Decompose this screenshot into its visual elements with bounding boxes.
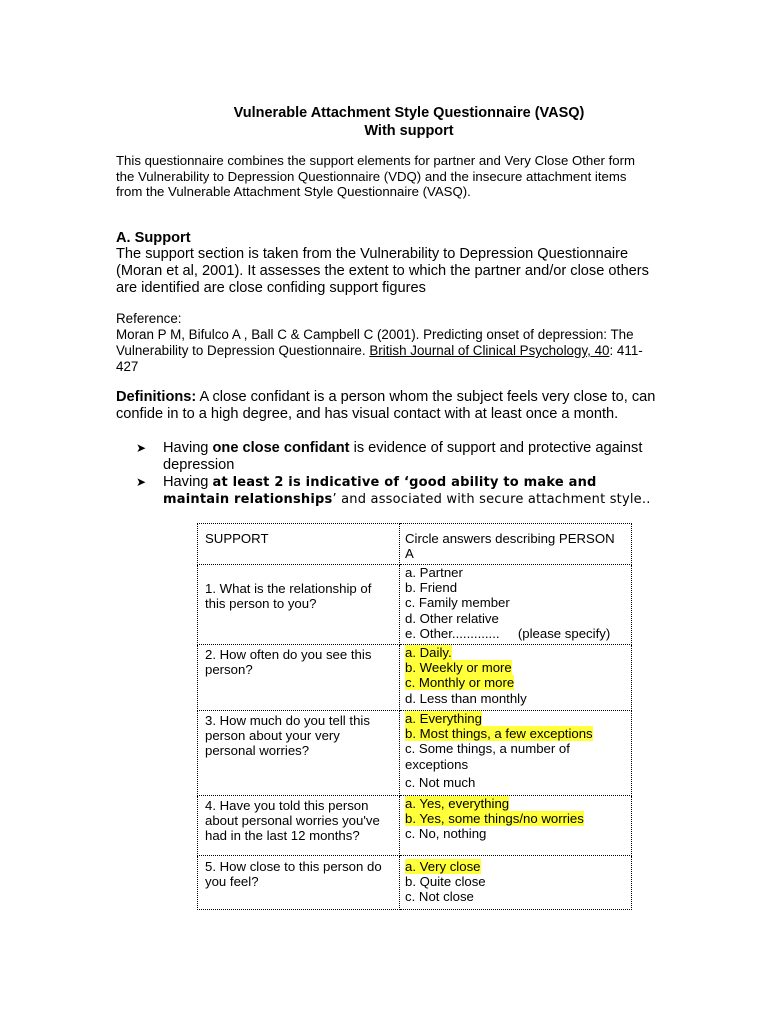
section-a-heading: A. Support [116,230,191,246]
answer-option[interactable]: d. Other relative [405,610,499,626]
citation-pages: : 411-427 [116,343,643,374]
bullet-text [163,440,663,474]
citation-journal: British Journal of Clinical Psychology, 40 [369,343,610,358]
answers-cell [400,645,632,711]
answer-option[interactable] [405,811,624,826]
answer-option[interactable]: c. Not close [405,889,474,905]
document-title: Vulnerable Attachment Style Questionnaire (VASQ) [233,105,585,121]
question-cell: 1. What is the relationship of this person to you? [198,565,400,645]
answer-option[interactable]: b. Friend [405,580,458,596]
answer-option[interactable] [405,726,624,741]
answer-option[interactable]: c. No, nothing [405,826,487,842]
table-row [198,856,632,910]
answer-option[interactable] [405,859,624,874]
bullet-text [163,474,663,508]
definitions-label: Definitions: [116,389,197,405]
highlighted-answer: b. Weekly or more [405,660,512,676]
bullet-text-bold: at least 2 is indicative of ‘good ability to make and maintain relationships [163,475,597,507]
table-header-row [198,524,632,565]
section-a-body: The support section is taken from the Vulnerability to Depression Questionnaire (Moran et al, 2001). It assesses the extent to which the partner and/or close others are identified are close confiding support figures [116,246,649,296]
answer-option[interactable]: d. Less than monthly [405,690,527,706]
highlighted-answer: c. Monthly or more [405,675,515,691]
answer-option[interactable]: e. Other............. (please specify) [405,625,611,641]
highlighted-answer: b. Yes, some things/no worries [405,811,584,827]
answers-cell [400,711,632,796]
bullet-text-pre: Having [163,474,213,490]
intro-paragraph: This questionnaire combines the support elements for partner and Very Close Other form the Vulnerability to Depression Questionnaire (VDQ) and the insecure attachment items from the Vulnerable Attachment Style Questionnaire (VASQ). [116,153,635,199]
answers-cell [400,565,632,645]
arrow-bullet-icon: ➤ [136,441,147,455]
answer-option[interactable]: c. Family member [405,595,510,611]
answer-option[interactable]: a. Partner [405,565,463,580]
answer-option[interactable] [405,660,624,675]
definitions-text: A close confidant is a person whom the subject feels very close to, can confide in to a high degree, and has visual contact with at least once a month. [116,389,656,422]
header-support: SUPPORT [198,524,400,565]
highlighted-answer: a. Yes, everything [405,796,510,811]
answer-option[interactable] [405,645,624,660]
answers-cell [400,796,632,856]
table-row [198,711,632,796]
reference-citation [116,327,656,375]
answers-cell [400,856,632,910]
bullet-text-post: is evidence of support and protective against depression [163,440,643,473]
answer-option[interactable]: c. Some things, a number of exceptions [405,741,570,772]
table-row [198,565,632,645]
answer-option[interactable] [405,675,624,690]
question-cell: 3. How much do you tell this person about your very personal worries? [198,711,400,796]
header-instructions: Circle answers describing PERSON A [400,524,632,565]
question-cell: 5. How close to this person do you feel? [198,856,400,910]
answer-option[interactable]: b. Quite close [405,874,486,890]
reference-block [116,311,656,375]
answer-option[interactable]: c. Not much [405,774,476,790]
table-row [198,796,632,856]
citation-text: Moran P M, Bifulco A , Ball C & Campbell C (2001). Predicting onset of depression: The Vulnerability to Depression Questionnaire. [116,327,634,358]
definitions-paragraph [116,389,656,423]
answer-option[interactable] [405,711,624,726]
question-cell: 2. How often do you see this person? [198,645,400,711]
highlighted-answer: a. Very close [405,859,481,874]
bullet-text-bold: one close confidant [212,440,350,456]
support-table [197,523,632,910]
arrow-bullet-icon: ➤ [136,475,147,489]
document-subtitle: With support [364,123,454,139]
highlighted-answer: a. Everything [405,711,482,726]
table-row [198,645,632,711]
answer-option[interactable] [405,796,624,811]
question-cell: 4. Have you told this person about personal worries you've had in the last 12 months? [198,796,400,856]
highlighted-answer: a. Daily. [405,645,452,660]
bullet-text-pre: Having [163,440,213,456]
highlighted-answer: b. Most things, a few exceptions [405,726,593,742]
bullet-text-post: ’ and associated with secure attachment style.. [332,492,651,507]
reference-label: Reference: [116,311,182,326]
